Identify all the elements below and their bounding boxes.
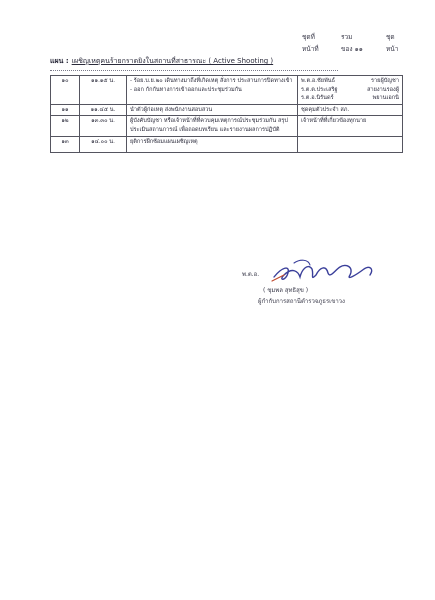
handwritten-signature [270, 255, 380, 287]
responsible-name: ร.ต.อ.นิรันดร์ [301, 95, 334, 102]
row-time-cell: ๑๓.๓๐ น. [80, 116, 127, 136]
header-page-label: หน้าที่ [302, 45, 319, 53]
responsible-name: พ.ต.อ.ชัยพันธ์ [301, 78, 336, 84]
responsible-name: เจ้าหน้าที่ที่เกี่ยวข้องทุกนาย [301, 118, 367, 125]
responsible-line [301, 86, 399, 95]
signatory-position: ผู้กำกับการสถานีตำรวจภูธรเขาวง [258, 298, 345, 305]
row-time-cell: ๑๑.๔๕ น. [80, 104, 127, 116]
row-activity-cell: - ร้อย.บ.ย.๒๐ เดินทางมาถึงที่เกิดเหตุ สั่งการ ประสานการปิดทางเข้า - ออก กักกันทางการเข้าออกและประชุมร่วมกัน [127, 76, 298, 105]
responsible-role: รายผู้บัญชา [371, 78, 399, 84]
row-time-cell: ๑๔.๐๐ น. [80, 136, 127, 152]
header-page-unit: หน้า [386, 45, 399, 53]
signature-rank: พ.ต.อ. [242, 271, 260, 278]
responsible-role: สายงานรองผู้ [367, 86, 399, 93]
table-row [51, 104, 403, 116]
row-number-cell: ๑๒ [51, 116, 80, 136]
responsible-name: ร.ต.ต.ประเสริฐ [301, 86, 338, 93]
header-of-label: ของ ๑๑ [341, 45, 363, 53]
responsible-line [301, 106, 399, 115]
row-number-cell: ๑๑ [51, 104, 80, 116]
row-number-cell: ๑๓ [51, 136, 80, 152]
row-number-cell: ๑๐ [51, 76, 80, 105]
row-responsible-cell [298, 116, 403, 136]
plan-title-line [50, 56, 273, 67]
row-activity-cell: ผู้บังคับบัญชา หรือเจ้าหน้าที่ที่ควบคุมเหตุการณ์ประชุมร่วมกัน สรุปประเมินสถานการณ์ เพื่อถอดบทเรียน และรายงานผลการปฏิบัติ [127, 116, 298, 136]
row-responsible-cell [298, 104, 403, 116]
row-activity-cell: ยุติการฝึกซ้อมแผนเผชิญเหตุ [127, 136, 298, 152]
table-row [51, 116, 403, 136]
row-time-cell: ๑๑.๑๕ น. [80, 76, 127, 105]
responsible-line [301, 77, 399, 86]
header-set-unit: ชุด [386, 33, 395, 41]
responsible-name: ชุดคุมตัวประจำ สภ. [301, 106, 350, 113]
plan-label: แผน : [50, 57, 69, 65]
signatory-name: ( ชุมพล สุทธิสุข ) [263, 287, 309, 294]
responsible-role: พยานเอกนิ [372, 95, 399, 102]
row-activity-cell: นำตัวผู้ก่อเหตุ ส่งพนักงานสอบสวน [127, 104, 298, 116]
header-set-label: ชุดที่ [302, 33, 315, 41]
schedule-table [50, 75, 403, 153]
row-responsible-cell [298, 76, 403, 105]
header-total-label: รวม [341, 33, 353, 41]
signature-block [230, 255, 380, 315]
table-row [51, 76, 403, 105]
table-row [51, 136, 403, 152]
responsible-line [301, 117, 399, 126]
row-responsible-cell [298, 136, 403, 152]
responsible-line [301, 94, 399, 103]
plan-title: เผชิญเหตุคนร้ายกราดยิงในสถานที่สาธารณะ ( Active Shooting ) [71, 57, 274, 65]
dotted-separator [50, 70, 338, 71]
